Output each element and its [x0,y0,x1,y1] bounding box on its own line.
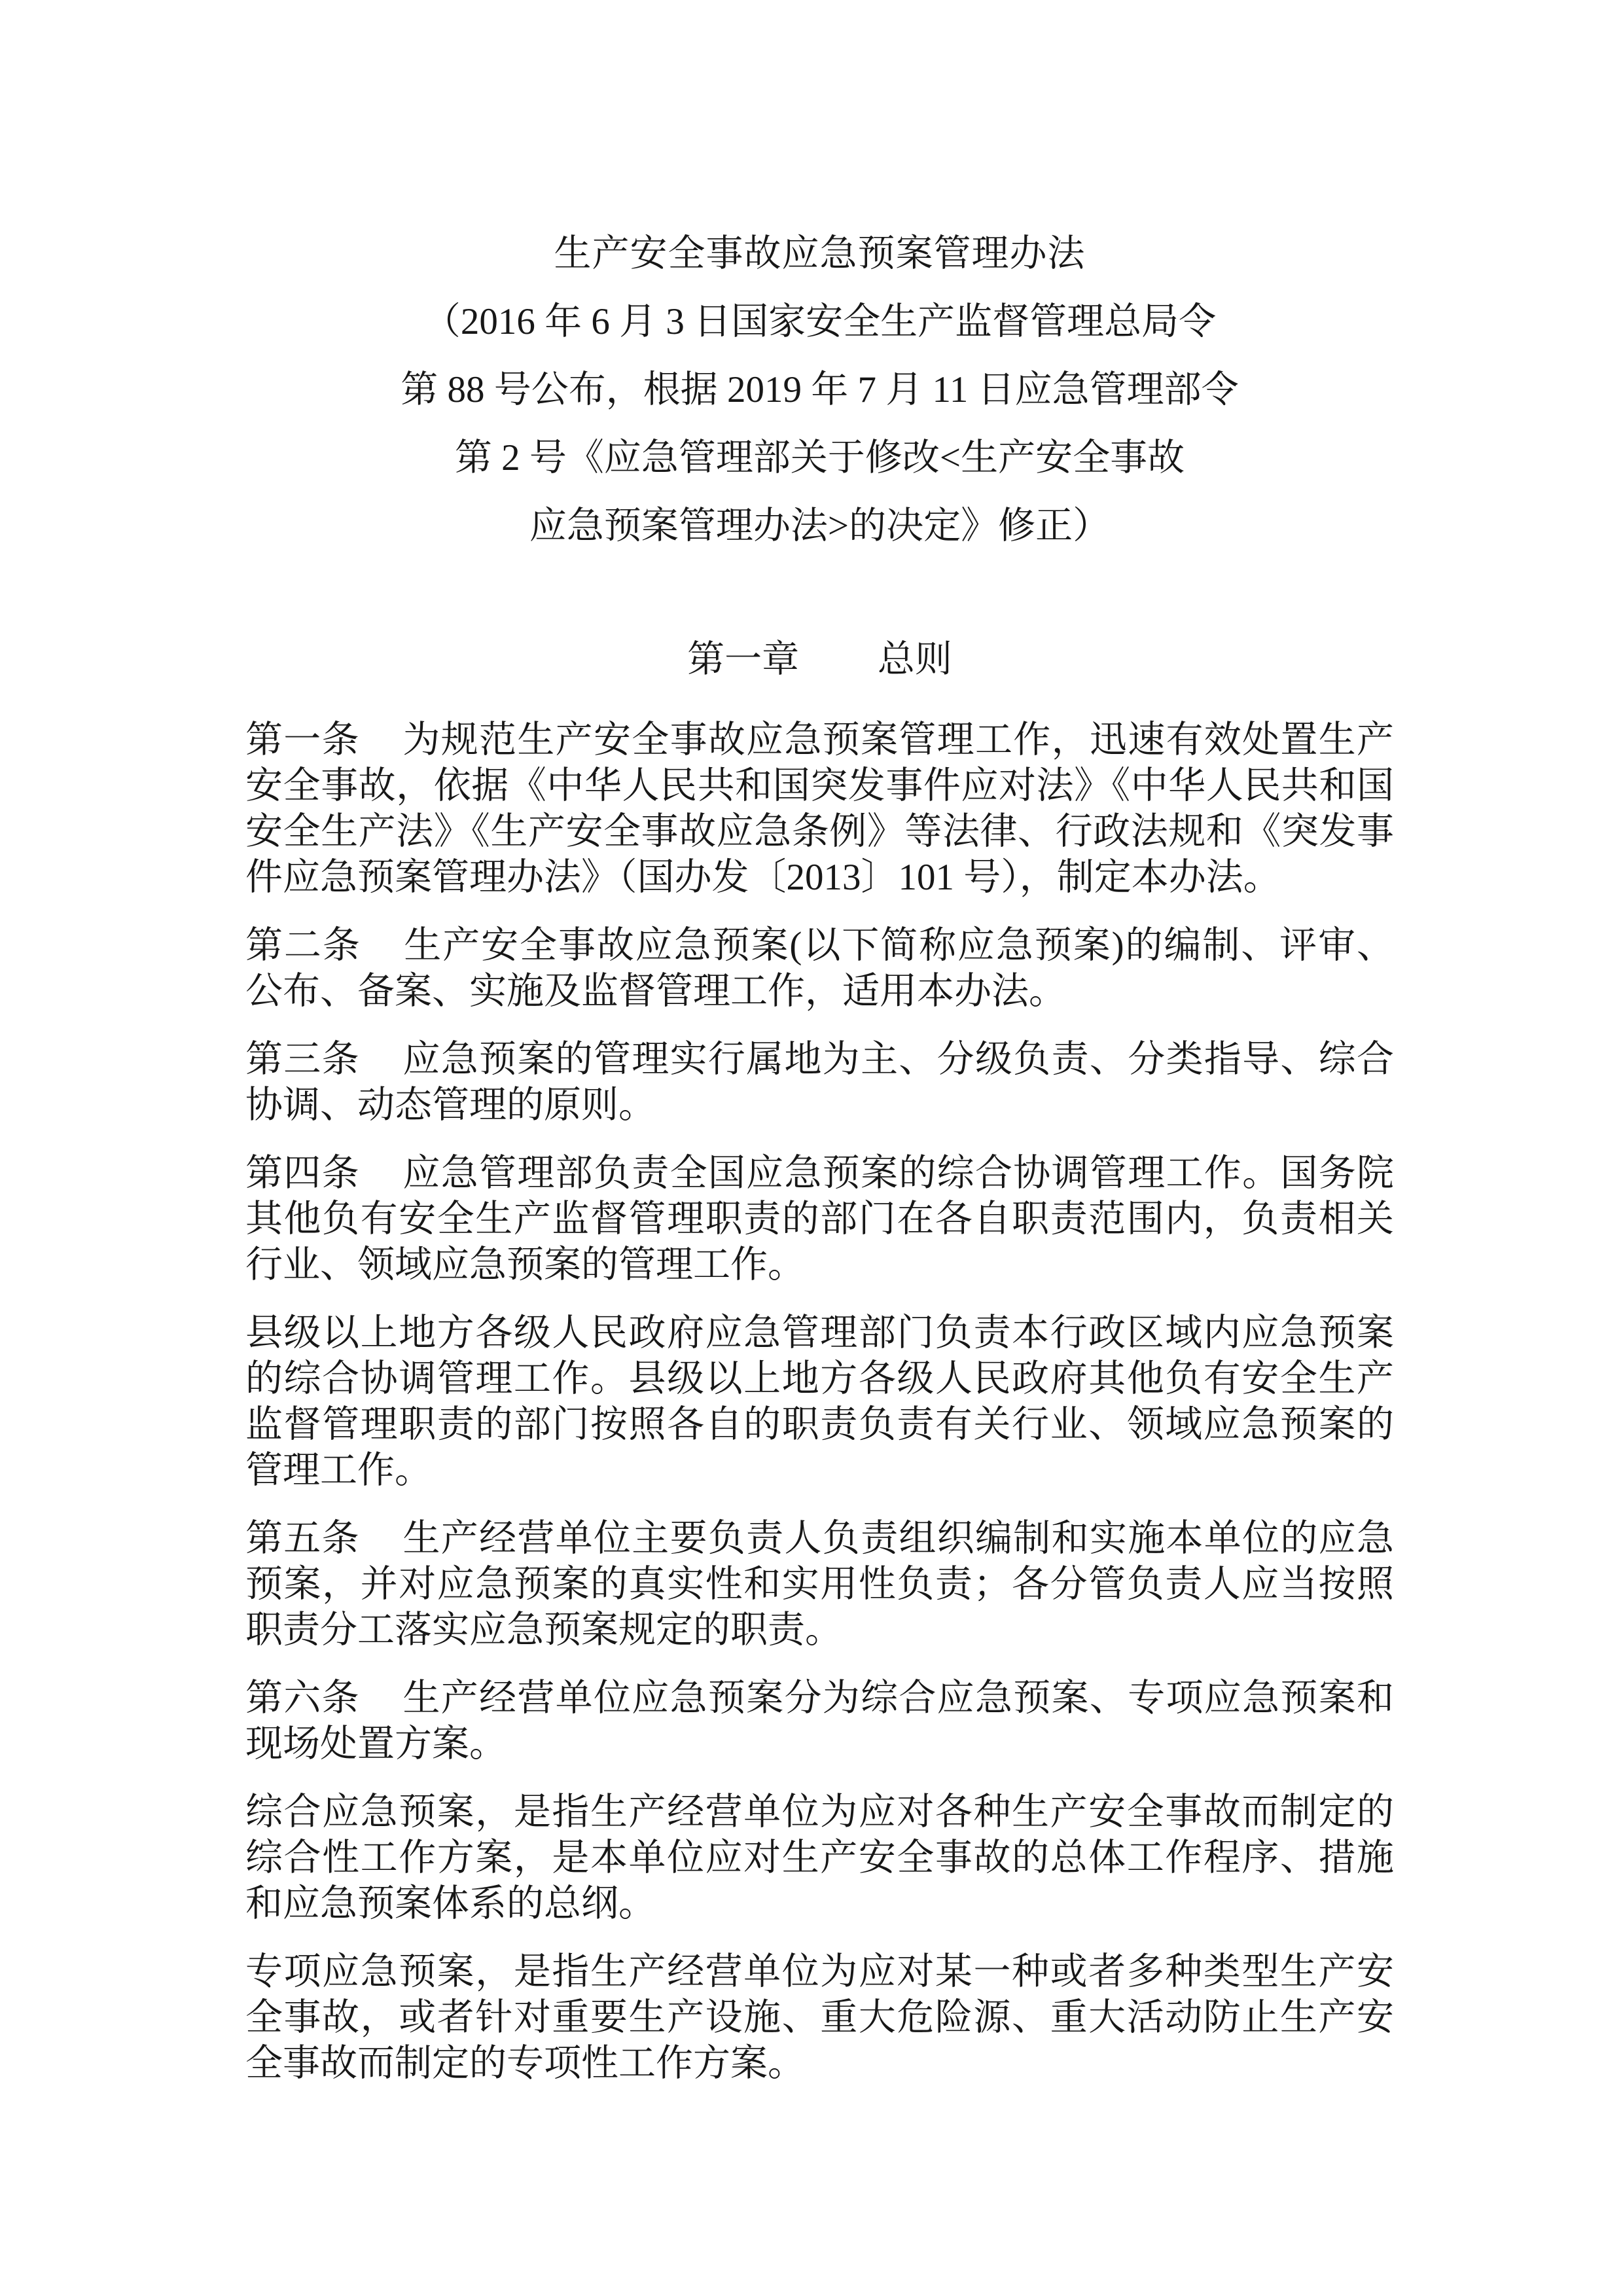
article-text: 生产经营单位主要负责人负责组织编制和实施本单位的应急预案，并对应急预案的真实性和实用性负责；各分管负责人应当按照职责分工落实应急预案规定的职责。 [245,1518,1394,1651]
article-label: 第一条 [245,719,360,761]
continuation-paragraph [245,1310,1394,1494]
chapter-heading [245,637,1394,683]
article-text: 生产经营单位应急预案分为综合应急预案、专项应急预案和现场处置方案。 [245,1677,1394,1765]
article-label: 第六条 [245,1677,360,1719]
article-label: 第五条 [245,1518,360,1559]
subtitle-line-3: 第 2 号《应急管理部关于修改<生产安全事故 [454,437,1185,478]
article-text: 专项应急预案，是指生产经营单位为应对某一种或者多种类型生产安全事故，或者针对重要生产设施、重大危险源、重大活动防止生产安全事故而制定的专项性工作方案。 [245,1951,1394,2084]
article-text: 为规范生产安全事故应急预案管理工作，迅速有效处置生产安全事故，依据《中华人民共和国突发事件应对法》《中华人民共和国安全生产法》《生产安全事故应急条例》等法律、行政法规和《突发事件应急预案管理办法》（国办发〔2013〕101 号），制定本办法。 [245,719,1394,898]
article-paragraph [245,717,1394,901]
article-paragraph [245,1037,1394,1128]
subtitle-line-2: 第 88 号公布，根据 2019 年 7 月 11 日应急管理部令 [401,369,1239,410]
article-text: 应急管理部负责全国应急预案的综合协调管理工作。国务院其他负有安全生产监督管理职责的部门在各自职责范围内，负责相关行业、领域应急预案的管理工作。 [245,1153,1394,1285]
article-paragraph [245,1151,1394,1288]
subtitle-line-4: 应急预案管理办法>的决定》修正） [529,505,1111,547]
continuation-paragraph [245,1949,1394,2087]
article-label: 第三条 [245,1039,360,1080]
continuation-paragraph [245,1789,1394,1927]
article-paragraph [245,923,1394,1014]
article-text: 县级以上地方各级人民政府应急管理部门负责本行政区域内应急预案的综合协调管理工作。县级以上地方各级人民政府其他负有安全生产监督管理职责的部门按照各自的职责负责有关行业、领域应急预案的管理工作。 [245,1312,1394,1491]
article-text: 生产安全事故应急预案(以下简称应急预案)的编制、评审、公布、备案、实施及监督管理工作，适用本办法。 [245,925,1395,1012]
article-text: 综合应急预案，是指生产经营单位为应对各种生产安全事故而制定的综合性工作方案，是本单位应对生产安全事故的总体工作程序、措施和应急预案体系的总纲。 [245,1791,1394,1924]
chapter-number: 第一章 [687,639,800,680]
chapter-title: 总则 [877,639,952,680]
article-paragraph [245,1516,1394,1653]
article-label: 第二条 [245,925,361,966]
article-text: 应急预案的管理实行属地为主、分级负责、分类指导、综合协调、动态管理的原则。 [245,1039,1394,1126]
article-label: 第四条 [245,1153,360,1194]
article-paragraph [245,1676,1394,1767]
page-title: 生产安全事故应急预案管理办法 [554,233,1086,274]
subtitle-line-1: （2016 年 6 月 3 日国家安全生产监督管理总局令 [423,301,1217,342]
